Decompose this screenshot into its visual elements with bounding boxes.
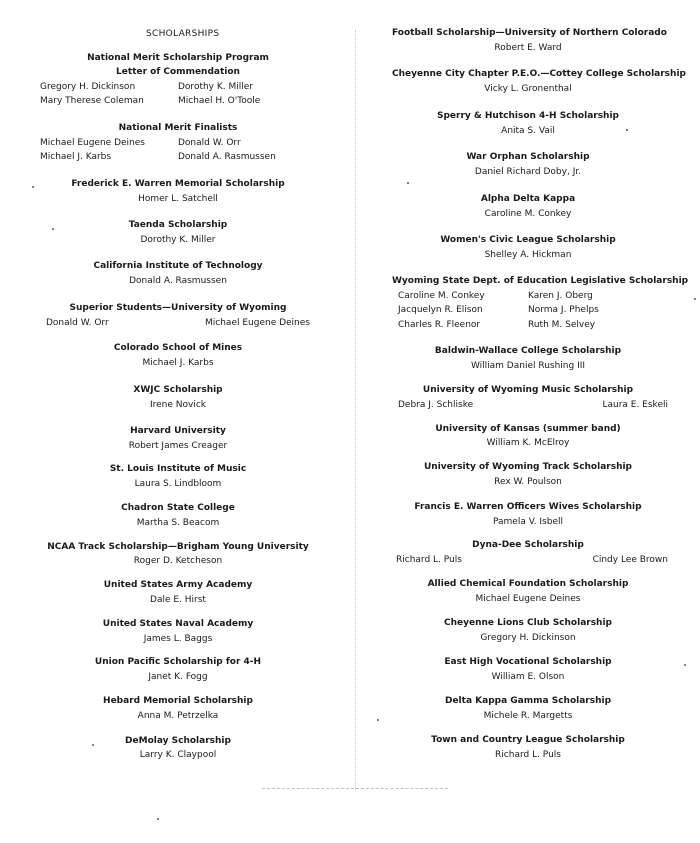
award-recipient: Laura E. Eskeli <box>602 400 668 410</box>
award-recipient: Martha S. Beacom <box>136 518 220 528</box>
award-title: Women's Civic League Scholarship <box>440 235 616 245</box>
award-recipient: Michael Eugene Deines <box>475 594 581 604</box>
award-recipient: Pamela V. Isbell <box>492 517 564 527</box>
award-recipient: Debra J. Schliske <box>398 400 474 410</box>
award-title: Superior Students—University of Wyoming <box>69 303 287 313</box>
award-title: University of Kansas (summer band) <box>435 424 621 434</box>
award-recipient: Daniel Richard Doby, Jr. <box>474 167 582 177</box>
award-title: East High Vocational Scholarship <box>444 657 612 667</box>
award-title: Wyoming State Dept. of Education Legislative Scholarship <box>392 276 689 286</box>
award-recipient: Michele R. Margetts <box>483 711 573 721</box>
award-title: Harvard University <box>130 426 226 436</box>
award-title: Delta Kappa Gamma Scholarship <box>444 696 612 706</box>
scan-speck <box>92 744 94 746</box>
award-title: Colorado School of Mines <box>113 343 243 353</box>
award-recipient: Vicky L. Gronenthal <box>484 84 572 94</box>
award-recipient: Laura S. Lindbloom <box>134 479 222 489</box>
award-title: Hebard Memorial Scholarship <box>103 696 253 706</box>
award-title: Union Pacific Scholarship for 4-H <box>94 657 262 667</box>
award-title: Baldwin-Wallace College Scholarship <box>434 346 622 356</box>
award-title: DeMolay Scholarship <box>125 736 231 746</box>
award-recipient: Caroline M. Conkey <box>398 291 485 301</box>
award-recipient: Shelley A. Hickman <box>484 250 572 260</box>
award-recipient: William K. McElroy <box>486 438 570 448</box>
award-recipient: Robert James Creager <box>128 441 228 451</box>
award-title: University of Wyoming Music Scholarship <box>422 385 634 395</box>
nms-heading: National Merit Scholarship Program <box>87 53 269 63</box>
page-title: SCHOLARSHIPS <box>146 29 220 39</box>
award-recipient: Caroline M. Conkey <box>484 209 572 219</box>
award-title: United States Naval Academy <box>102 619 254 629</box>
scan-speck <box>626 129 628 131</box>
finalist-name: Donald W. Orr <box>178 138 241 148</box>
award-title: St. Louis Institute of Music <box>109 464 247 474</box>
award-recipient: Norma J. Phelps <box>528 305 599 315</box>
scan-speck <box>377 719 379 721</box>
award-title: Frederick E. Warren Memorial Scholarship <box>71 179 285 189</box>
award-recipient: Anita S. Vail <box>501 126 555 136</box>
award-title: Dyna-Dee Scholarship <box>472 540 584 550</box>
award-recipient: Gregory H. Dickinson <box>480 633 576 643</box>
award-recipient: Anna M. Petrzelka <box>137 711 219 721</box>
award-title: University of Wyoming Track Scholarship <box>423 462 633 472</box>
award-recipient: William E. Olson <box>491 672 565 682</box>
award-recipient: Donald A. Rasmussen <box>129 276 227 286</box>
award-title: United States Army Academy <box>103 580 253 590</box>
scan-speck <box>684 664 686 666</box>
award-recipient: Donald W. Orr <box>46 318 109 328</box>
commendation-name: Michael H. O'Toole <box>178 96 261 106</box>
scan-speck <box>407 182 409 184</box>
award-title: Town and Country League Scholarship <box>431 735 625 745</box>
award-recipient: Irene Novick <box>149 400 207 410</box>
award-recipient: Homer L. Satchell <box>138 194 218 204</box>
award-title: Cheyenne City Chapter P.E.O.—Cottey College Scholarship <box>392 69 686 79</box>
commendation-name: Dorothy K. Miller <box>178 82 253 92</box>
finalist-name: Donald A. Rasmussen <box>178 152 276 162</box>
commendation-name: Gregory H. Dickinson <box>40 82 136 92</box>
award-recipient: Robert E. Ward <box>494 43 562 53</box>
award-recipient: Rex W. Poulson <box>494 477 562 487</box>
page-fold-line <box>355 30 356 790</box>
award-recipient: Larry K. Claypool <box>139 750 217 760</box>
commendation-name: Mary Therese Coleman <box>40 96 144 106</box>
finalists-heading: National Merit Finalists <box>118 123 238 133</box>
award-recipient: Janet K. Fogg <box>148 672 208 682</box>
award-recipient: Dorothy K. Miller <box>140 235 216 245</box>
award-title: Taenda Scholarship <box>128 220 228 230</box>
award-recipient: William Daniel Rushing III <box>470 361 586 371</box>
finalist-name: Michael J. Karbs <box>40 152 112 162</box>
award-title: NCAA Track Scholarship—Brigham Young University <box>47 542 309 552</box>
award-title: Alpha Delta Kappa <box>480 194 576 204</box>
award-recipient: James L. Baggs <box>143 634 213 644</box>
bottom-divider <box>262 788 448 789</box>
award-title: Allied Chemical Foundation Scholarship <box>427 579 629 589</box>
award-title: Sperry & Hutchison 4-H Scholarship <box>437 111 619 121</box>
award-recipient: Michael J. Karbs <box>142 358 214 368</box>
scan-speck <box>52 228 54 230</box>
award-recipient: Richard L. Puls <box>396 555 462 565</box>
award-title: Cheyenne Lions Club Scholarship <box>443 618 612 628</box>
award-title: XWJC Scholarship <box>133 385 223 395</box>
award-recipient: Ruth M. Selvey <box>528 320 596 330</box>
award-title: Football Scholarship—University of Northern Colorado <box>392 28 667 38</box>
scan-speck <box>32 186 34 188</box>
award-recipient: Roger D. Ketcheson <box>133 556 223 566</box>
scan-speck <box>694 298 696 300</box>
finalist-name: Michael Eugene Deines <box>40 138 145 148</box>
award-title: California Institute of Technology <box>93 261 263 271</box>
award-recipient: Charles R. Fleenor <box>398 320 481 330</box>
award-recipient: Dale E. Hirst <box>150 595 206 605</box>
scan-speck <box>157 818 159 820</box>
award-title: Francis E. Warren Officers Wives Scholarship <box>414 502 642 512</box>
commendation-heading: Letter of Commendation <box>116 67 240 77</box>
award-title: Chadron State College <box>121 503 235 513</box>
award-recipient: Michael Eugene Deines <box>205 318 310 328</box>
award-recipient: Jacquelyn R. Elison <box>398 305 483 315</box>
award-recipient: Cindy Lee Brown <box>592 555 668 565</box>
award-recipient: Richard L. Puls <box>495 750 561 760</box>
award-title: War Orphan Scholarship <box>466 152 590 162</box>
award-recipient: Karen J. Oberg <box>528 291 593 301</box>
